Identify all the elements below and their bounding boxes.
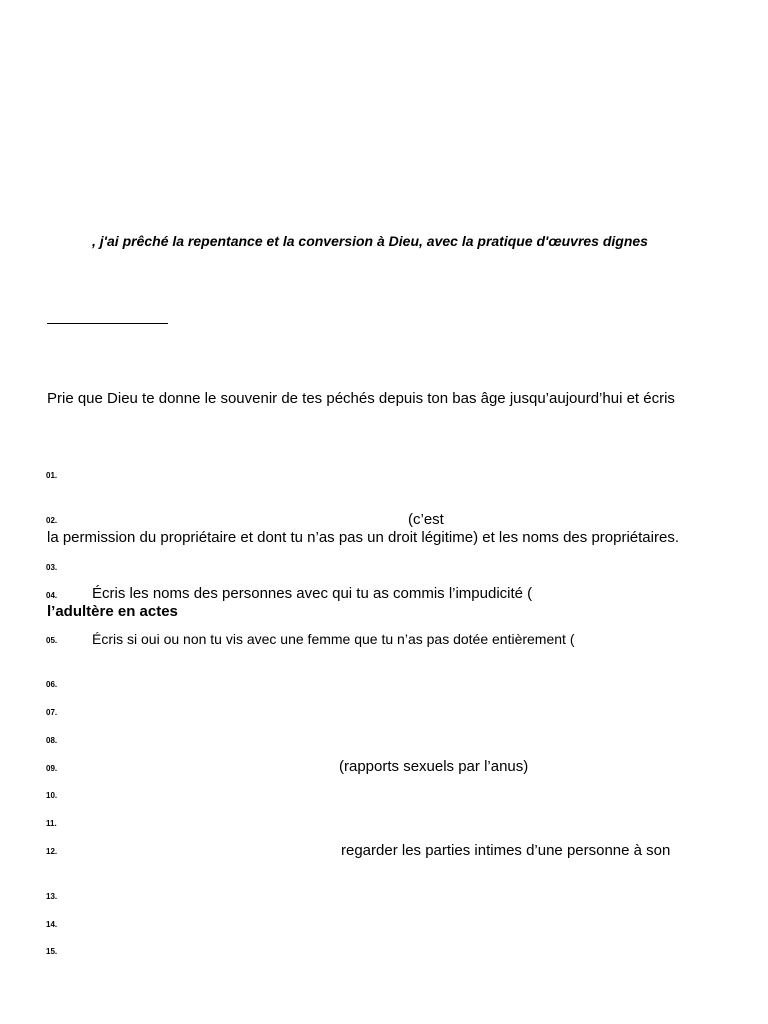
item-number: 13.: [46, 892, 58, 901]
item-text-continuation: l’adultère en actes: [47, 603, 178, 620]
item-text: Écris si oui ou non tu vis avec une femme que tu n’as pas dotée entièrement (: [92, 631, 575, 647]
item-text-continuation: la permission du propriétaire et dont tu n’as pas un droit légitime) et les noms des propriétaires.: [47, 529, 679, 546]
item-number: 01.: [46, 471, 58, 480]
item-number: 04.: [46, 591, 58, 600]
header-quote: , j'ai prêché la repentance et la conversion à Dieu, avec la pratique d'œuvres dignes: [92, 233, 648, 249]
item-number: 14.: [46, 920, 58, 929]
item-number: 03.: [46, 563, 58, 572]
item-text: Écris les noms des personnes avec qui tu as commis l’impudicité (: [92, 585, 533, 602]
item-number: 09.: [46, 764, 58, 773]
item-number: 10.: [46, 791, 58, 800]
item-number: 08.: [46, 736, 58, 745]
item-number: 05.: [46, 636, 58, 645]
item-text-fragment: (rapports sexuels par l’anus): [339, 758, 529, 775]
item-number: 06.: [46, 680, 58, 689]
item-number: 12.: [46, 847, 58, 856]
item-number: 07.: [46, 708, 58, 717]
item-number: 11.: [46, 819, 57, 828]
instruction-text: Prie que Dieu te donne le souvenir de tes péchés depuis ton bas âge jusqu’aujourd’hui et écris: [47, 390, 675, 407]
horizontal-rule: [47, 323, 168, 324]
item-number: 02.: [46, 516, 58, 525]
item-text-fragment: regarder les parties intimes d’une personne à son: [341, 842, 671, 859]
item-number: 15.: [46, 947, 58, 956]
item-text-fragment: (c’est: [408, 511, 444, 528]
